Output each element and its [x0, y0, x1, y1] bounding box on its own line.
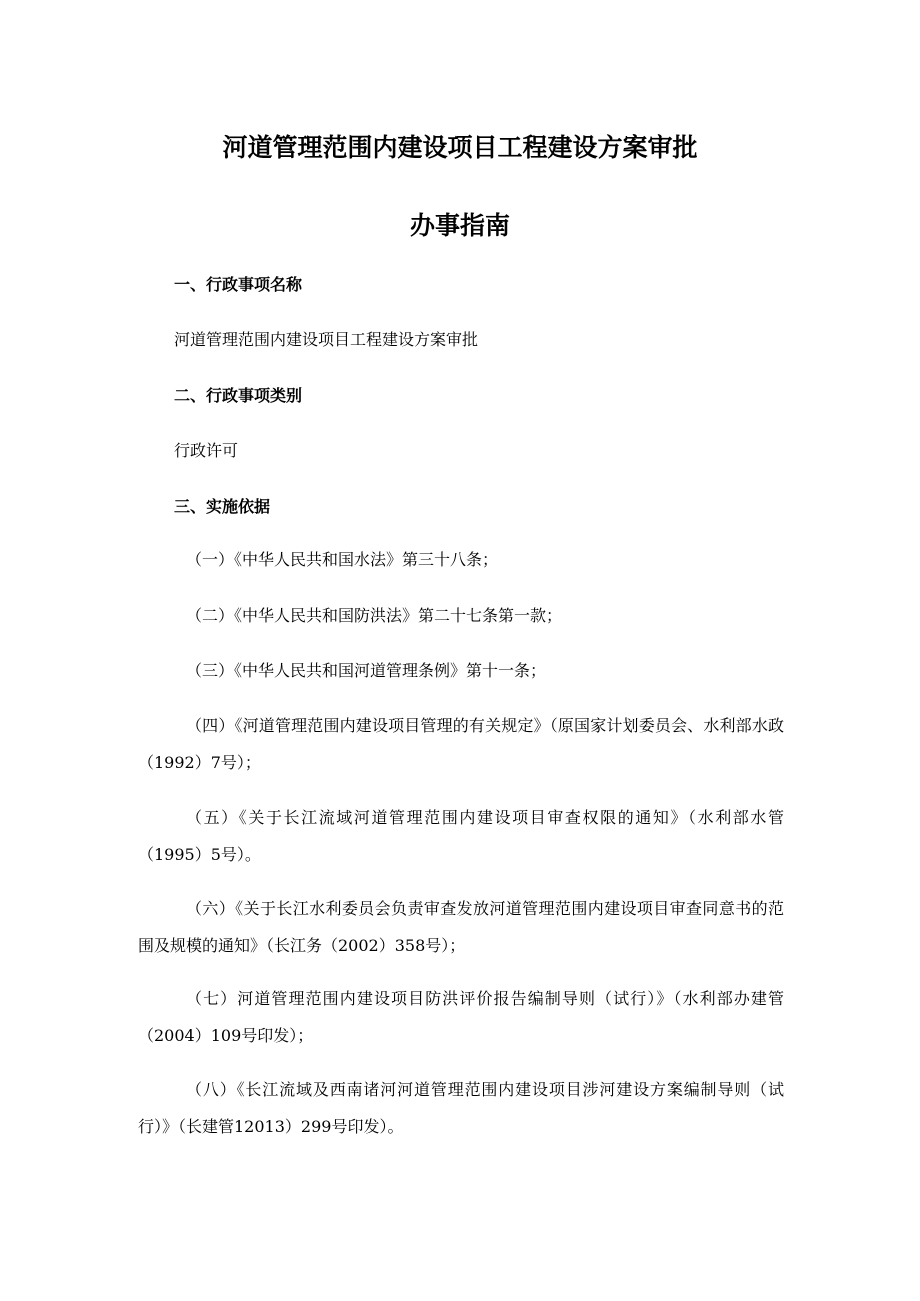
- legal-basis-item: （四）《河道管理范围内建设项目管理的有关规定》（原国家计划委员会、水利部水政（1992）7号）；: [138, 716, 784, 772]
- legal-basis-item: （三）《中华人民共和国河道管理条例》第十一条；: [186, 661, 547, 680]
- section-text-item-name: 河道管理范围内建设项目工程建设方案审批: [174, 330, 479, 349]
- legal-basis-item: （一）《中华人民共和国水法》第三十八条；: [186, 550, 499, 569]
- legal-basis-item: （七）河道管理范围内建设项目防洪评价报告编制导则（试行）》（水利部办建管（2004）109号印发）；: [138, 989, 784, 1045]
- legal-basis-item: （八）《长江流域及西南诸河河道管理范围内建设项目涉河建设方案编制导则（试行）》（长建管12013）299号印发）。: [138, 1080, 784, 1136]
- section-heading-item-name: 一、行政事项名称: [174, 275, 303, 294]
- section-text-item-category: 行政许可: [174, 441, 239, 460]
- section-heading-item-category: 二、行政事项类别: [174, 386, 303, 405]
- legal-basis-item: （六）《关于长江水利委员会负责审查发放河道管理范围内建设项目审查同意书的范围及规模的通知》（长江务（2002）358号）；: [138, 899, 784, 955]
- document-title: 河道管理范围内建设项目工程建设方案审批: [222, 133, 698, 162]
- legal-basis-item: （二）《中华人民共和国防洪法》第二十七条第一款；: [186, 606, 563, 625]
- document-subtitle: 办事指南: [409, 211, 510, 240]
- legal-basis-item: （五）《关于长江流域河道管理范围内建设项目审查权限的通知》（水利部水管（1995）5号）。: [138, 808, 784, 864]
- section-heading-legal-basis: 三、实施依据: [174, 497, 271, 516]
